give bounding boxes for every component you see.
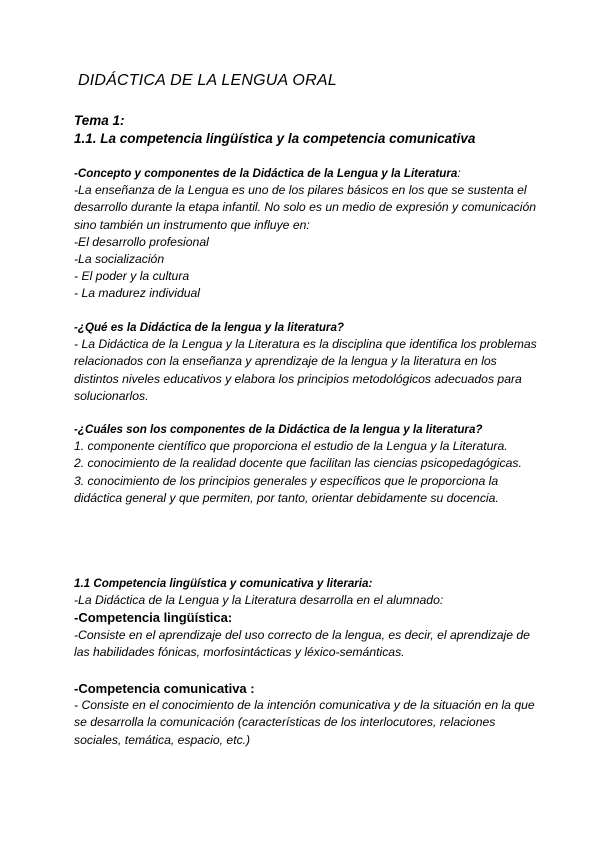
section-paragraph: - La Didáctica de la Lengua y la Literatura es la disciplina que identifica los problemas relacionados con la enseñanza y aprendizaje de la lengua y la literatura en los distintos niveles educativos y elabora los principios metodológicos adecuados para solucionarlos. — [74, 337, 537, 403]
list-item: - El poder y la cultura — [74, 269, 190, 284]
section-heading: -¿Qué es la Didáctica de la lengua y la literatura? — [74, 321, 344, 334]
section-heading: -Competencia comunicativa : — [74, 681, 255, 696]
list-item: -El desarrollo profesional — [74, 234, 209, 249]
list-item: 2. conocimiento de la realidad docente que facilitan las ciencias psicopedagógicas. — [74, 456, 522, 471]
section-componentes — [74, 421, 544, 507]
section-concepto — [74, 165, 544, 303]
heading-colon: : — [457, 166, 461, 180]
list-item: - La madurez individual — [74, 286, 201, 301]
section-paragraph: - Consiste en el conocimiento de la intención comunicativa y de la situación en la que se desarrolla la comunicación (características de los interlocutores, relaciones sociales, temática, espacio, etc.) — [74, 698, 535, 747]
list-item: -La socialización — [74, 252, 165, 267]
list-item: 3. conocimiento de los principios generales y específicos que le proporciona la didáctica general y que permiten, por tanto, orientar debidamente su docencia. — [74, 473, 499, 505]
list-item: 1. componente científico que proporciona el estudio de la Lengua y la Literatura. — [74, 439, 508, 454]
section-heading: -¿Cuáles son los componentes de la Didáctica de la lengua y la literatura? — [74, 423, 483, 436]
section-paragraph: -La enseñanza de la Lengua es uno de los pilares básicos en los que se sustenta el desarrollo durante la etapa infantil. No solo es un medio de expresión y comunicación sino también un instrumento que influye en: — [74, 183, 537, 232]
sub-heading: -Competencia lingüística: — [74, 610, 233, 626]
section-heading: -Concepto y componentes de la Didáctica de la Lengua y la Literatura — [74, 167, 458, 180]
document-title: DIDÁCTICA DE LA LENGUA ORAL — [78, 72, 337, 89]
section-competencia — [74, 575, 544, 661]
section-que-es — [74, 319, 544, 405]
section-paragraph: -Consiste en el aprendizaje del uso correcto de la lengua, es decir, el aprendizaje de las habilidades fónicas, morfosintácticas y léxico-semánticas. — [74, 627, 530, 659]
section-heading: 1.1 Competencia lingüística y comunicativa y literaria: — [74, 577, 373, 590]
section-intro: -La Didáctica de la Lengua y la Literatura desarrolla en el alumnado: — [74, 593, 444, 608]
section-comunicativa — [74, 680, 544, 749]
tema-label: Tema 1: — [74, 113, 125, 128]
tema-subtitle: 1.1. La competencia lingüística y la competencia comunicativa — [74, 131, 476, 146]
